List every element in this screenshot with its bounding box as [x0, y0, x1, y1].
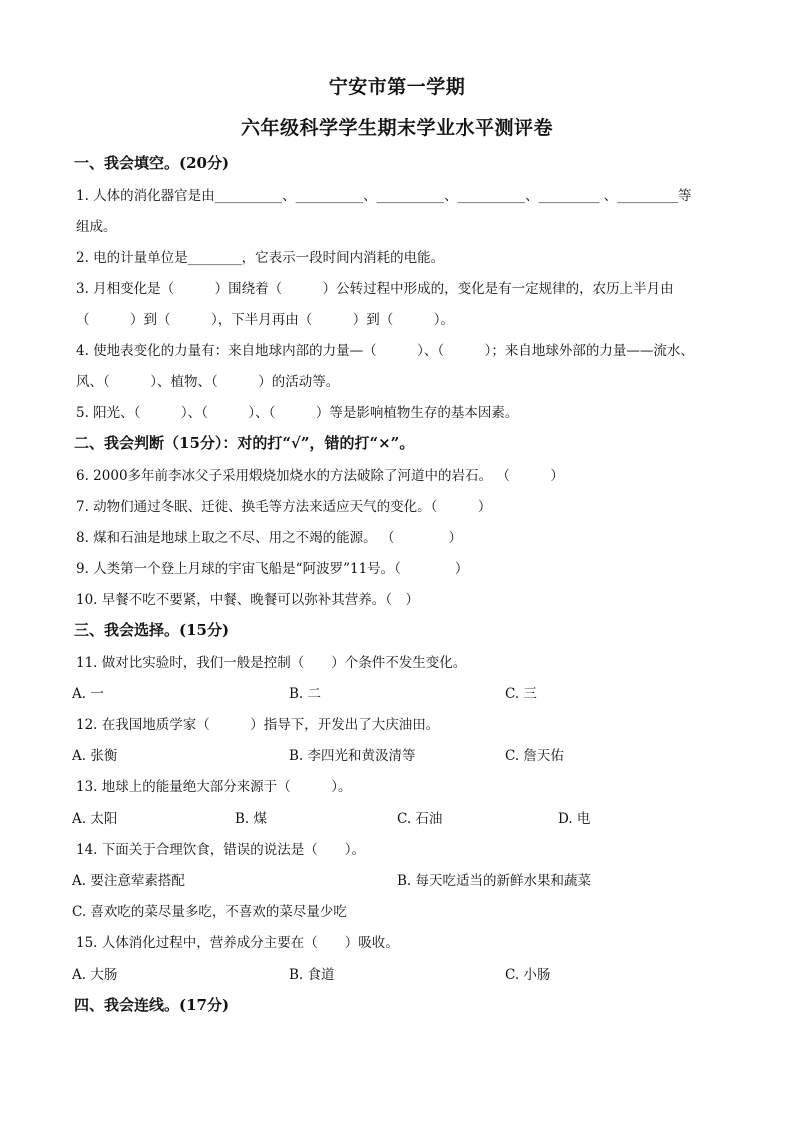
q11-option-a: A. 一	[72, 686, 104, 702]
question-3-line-2: （ ）到（ ），下半月再由（ ）到（ ）。	[76, 312, 454, 328]
section-3-heading: 三、我会选择。(15分)	[74, 621, 230, 639]
question-13: 13. 地球上的能量绝大部分来源于（ ）。	[76, 779, 352, 795]
q15-option-b: B. 食道	[289, 967, 335, 983]
question-3-line-1: 3. 月相变化是（ ）围绕着（ ）公转过程中形成的，变化是有一定规律的，农历上半月由	[76, 281, 674, 297]
question-7: 7. 动物们通过冬眠、迁徙、换毛等方法来适应天气的变化。（ ）	[76, 499, 492, 515]
q12-option-a: A. 张衡	[72, 748, 118, 764]
q13-option-a: A. 太阳	[72, 811, 118, 827]
question-15: 15. 人体消化过程中，营养成分主要在（ ）吸收。	[76, 935, 399, 951]
exam-title-line1: 宁安市第一学期	[328, 76, 466, 98]
question-1-line-1: 1. 人体的消化器官是由__________、__________、__________、__________、_________ 、_________等	[76, 188, 692, 204]
q15-option-c: C. 小肠	[505, 967, 551, 983]
q11-option-c: C. 三	[505, 686, 537, 702]
question-4-line-1: 4. 使地表变化的力量有：来自地球内部的力量—（ ）、（ ）；来自地球外部的力量——流水、	[76, 343, 694, 359]
q13-option-c: C. 石油	[397, 811, 443, 827]
q14-option-a: A. 要注意荤素搭配	[72, 873, 185, 889]
q15-option-a: A. 大肠	[72, 967, 118, 983]
question-1-line-2: 组成。	[76, 219, 117, 235]
question-11: 11. 做对比实验时，我们一般是控制（ ）个条件不发生变化。	[76, 655, 467, 671]
exam-title-line2: 六年级科学学生期末学业水平测评卷	[240, 117, 553, 139]
section-1-heading: 一、我会填空。(20分)	[74, 154, 230, 172]
q14-option-c: C. 喜欢吃的菜尽量多吃，不喜欢的菜尽量少吃	[72, 904, 347, 920]
question-12: 12. 在我国地质学家（ ）指导下，开发出了大庆油田。	[76, 717, 440, 733]
question-10: 10. 早餐不吃不要紧，中餐、晚餐可以弥补其营养。（ ）	[76, 592, 420, 608]
question-4-line-2: 风、（ ）、植物、（ ）的活动等。	[76, 374, 340, 390]
q12-option-c: C. 詹天佑	[505, 748, 564, 764]
q12-option-b: B. 李四光和黄汲清等	[289, 748, 416, 764]
q11-option-b: B. 二	[289, 686, 322, 702]
q13-option-b: B. 煤	[235, 811, 268, 827]
question-8: 8. 煤和石油是地球上取之不尽、用之不竭的能源。 （ ）	[76, 530, 462, 546]
q13-option-d: D. 电	[558, 811, 591, 827]
question-2: 2. 电的计量单位是________，它表示一段时间内消耗的电能。	[76, 250, 445, 266]
section-4-heading: 四、我会连线。(17分)	[74, 996, 230, 1014]
question-14: 14. 下面关于合理饮食，错误的说法是（ ）。	[76, 842, 366, 858]
q14-option-b: B. 每天吃适当的新鲜水果和蔬菜	[397, 873, 592, 889]
question-6: 6. 2000多年前李冰父子采用煅烧加烧水的方法破除了河道中的岩石。 （ ）	[76, 468, 564, 484]
question-9: 9. 人类第一个登上月球的宇宙飞船是“阿波罗”11号。（ ）	[76, 561, 469, 577]
section-2-heading: 二、我会判断（15分）：对的打“√”，错的打“×”。	[74, 434, 415, 452]
question-5: 5. 阳光、（ ）、（ ）、（ ）等是影响植物生存的基本因素。	[76, 405, 519, 421]
